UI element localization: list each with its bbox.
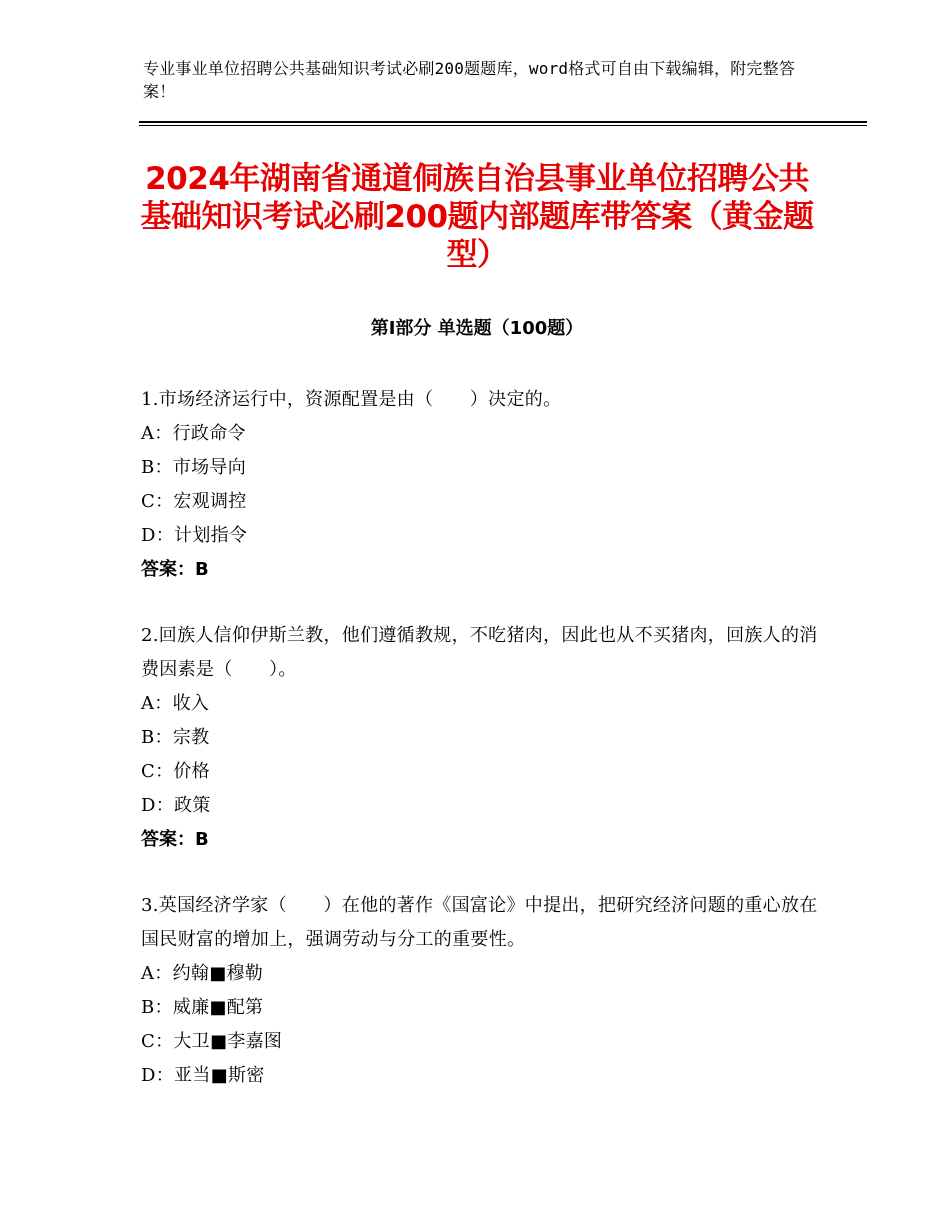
option-d: D：政策 <box>141 795 211 816</box>
option-d: D：计划指令 <box>141 525 248 546</box>
option-a: A：约翰■穆勒 <box>141 963 264 984</box>
option-a: A：收入 <box>141 693 210 714</box>
option-d: D：亚当■斯密 <box>141 1065 265 1086</box>
question-stem: 1.市场经济运行中，资源配置是由（ ）决定的。 <box>141 389 562 410</box>
option-a: A：行政命令 <box>141 423 246 444</box>
header-divider-thin <box>139 125 867 126</box>
section-title: 第I部分 单选题（100题） <box>370 318 584 339</box>
document-title: 2024年湖南省通道侗族自治县事业单位招聘公共基础知识考试必刷200题内部题库带答案（黄金题型） <box>140 161 814 273</box>
option-c: C：价格 <box>141 761 210 782</box>
answer-line: 答案：B <box>141 829 209 850</box>
option-b: B：市场导向 <box>141 457 247 478</box>
question-stem: 3.英国经济学家（ ）在他的著作《国富论》中提出，把研究经济问题的重心放在国民财富的增加上，强调劳动与分工的重要性。 <box>141 895 818 950</box>
option-c: C：大卫■李嘉图 <box>141 1031 283 1052</box>
question-2 <box>141 619 821 857</box>
question-stem: 2.回族人信仰伊斯兰教，他们遵循教规，不吃猪肉，因此也从不买猪肉，回族人的消费因素是（ ）。 <box>141 625 818 680</box>
option-b: B：宗教 <box>141 727 210 748</box>
option-c: C：宏观调控 <box>141 491 247 512</box>
option-b: B：威廉■配第 <box>141 997 264 1018</box>
answer-line: 答案：B <box>141 559 209 580</box>
header-divider-thick <box>139 121 867 123</box>
question-1 <box>141 383 821 587</box>
header-note: 专业事业单位招聘公共基础知识考试必刷200题题库，word格式可自由下载编辑，附完整答案！ <box>143 59 796 101</box>
question-list <box>141 383 821 1125</box>
question-3 <box>141 889 821 1093</box>
